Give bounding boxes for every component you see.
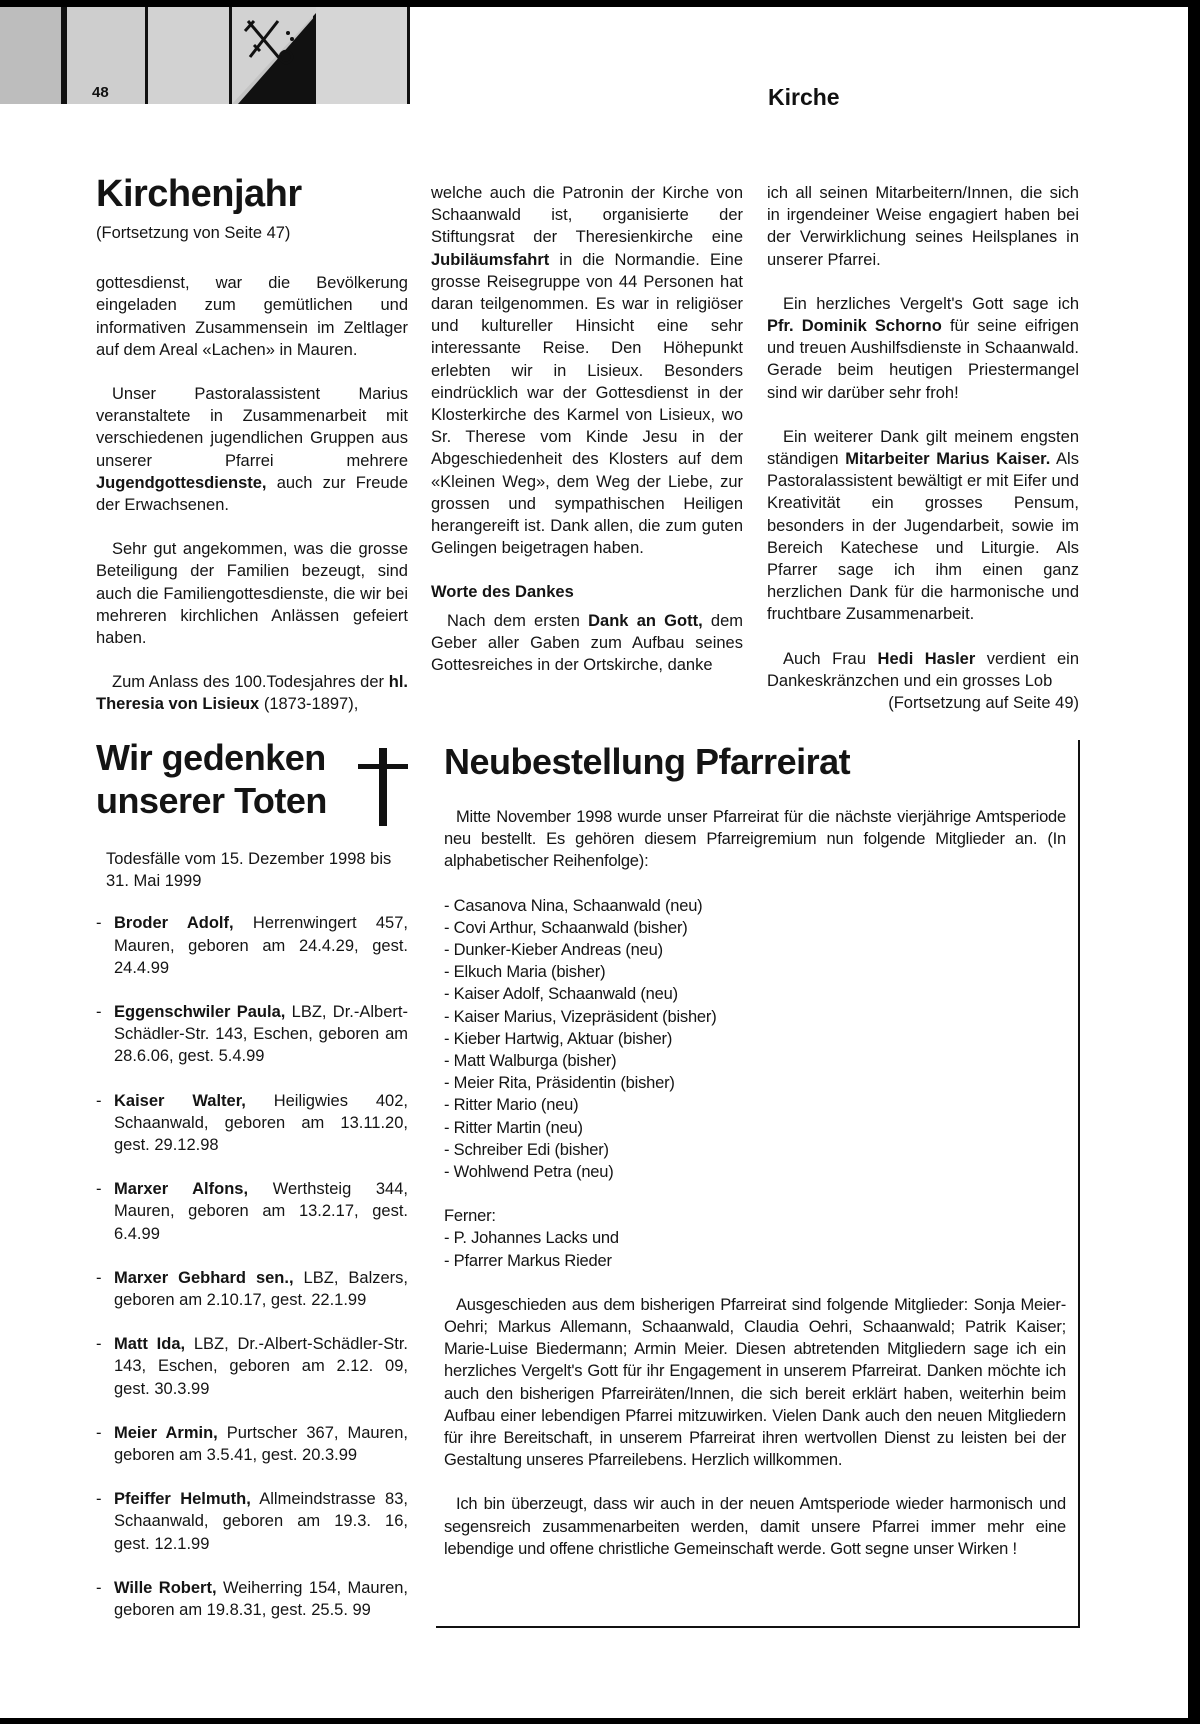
paragraph: gottesdienst, war die Bevölkerung eingeladen zum gemütlichen und informativen Zusammensein im Zeltlager auf dem Areal «Lachen» in Mauren. xyxy=(96,274,408,359)
list-item: - Kaiser Walter, Heiligwies 402, Schaanwald, geboren am 13.11.20, gest. 29.12.98 xyxy=(96,1090,408,1157)
article-column-3 xyxy=(767,182,1079,714)
list-item: - Matt Walburga (bisher) xyxy=(444,1052,617,1071)
list-item: - Eggenschwiler Paula, LBZ, Dr.-Albert-Schädler-Str. 143, Eschen, geboren am 28.6.06, gest. 5.4.99 xyxy=(96,1001,408,1068)
article-title: Kirchenjahr xyxy=(96,173,302,215)
bottom-border xyxy=(0,1718,1200,1724)
ferner-list xyxy=(444,1227,1066,1271)
list-item: - Casanova Nina, Schaanwald (neu) xyxy=(444,896,703,915)
list-item: - Meier Rita, Präsidentin (bisher) xyxy=(444,1074,675,1093)
header-box xyxy=(0,7,64,104)
header-box xyxy=(148,7,232,104)
list-item: - Matt Ida, LBZ, Dr.-Albert-Schädler-Str. 143, Eschen, geboren am 2.12. 09, gest. 30.3.99 xyxy=(96,1333,408,1400)
list-item: - Schreiber Edi (bisher) xyxy=(444,1140,609,1159)
cross-icon xyxy=(358,748,408,826)
list-item: - Marxer Alfons, Werthsteig 344, Mauren, geboren am 13.2.17, gest. 6.4.99 xyxy=(96,1178,408,1245)
members-list xyxy=(444,895,1066,1184)
list-item: - Pfeiffer Helmuth, Allmeindstrasse 83, Schaanwald, geboren am 19.3. 16, gest. 12.1.99 xyxy=(96,1488,408,1555)
paragraph: Ich bin überzeugt, dass wir auch in der neuen Amtsperiode wieder harmonisch und segensreich zusammenarbeiten werden, damit unsere Pfarrei immer mehr eine lebendige und offene christliche Gemeinschaft werde. Gott segne unser Wirken ! xyxy=(444,1495,1066,1558)
continuation-note: (Fortsetzung auf Seite 49) xyxy=(888,694,1079,713)
paragraph: welche auch die Patronin der Kirche von Schaanwald ist, organisierte der Stiftungsrat der Theresienkirche eine Jubiläumsfahrt in die Normandie. Eine grosse Reisegruppe von 44 Personen hat daran teilgenommen. Es war in religiöser und kultureller Hinsicht eine sehr interessante Reise. Den Höhepunkt erlebten wir in Lisieux. Besonders eindrücklich war der Gottesdienst in der Klosterkirche des Karmel von Lisieux, wo Sr. Therese vom Kinde Jesu in der Abgeschiedenheit des Klosters auf dem «Kleinen Weg», dem Weg der Liebe, zur grossen und sympathischen Heiligen herangereift ist. Dank allen, die zum guten Gelingen beigetragen haben. xyxy=(431,184,743,558)
list-item: - Ritter Martin (neu) xyxy=(444,1118,583,1137)
right-border xyxy=(1188,0,1200,1724)
section-title: Kirche xyxy=(768,84,840,110)
subheading: Worte des Dankes xyxy=(431,583,574,602)
list-item: - Covi Arthur, Schaanwald (bisher) xyxy=(444,918,688,937)
memorial-title: Wir gedenken unserer Toten xyxy=(96,737,327,821)
council-title: Neubestellung Pfarreirat xyxy=(444,741,851,782)
memorial-intro: Todesfälle vom 15. Dezember 1998 bis 31. Mai 1999 xyxy=(106,850,392,891)
page-number: 48 xyxy=(92,84,109,101)
paragraph: Ein weiterer Dank gilt meinem engsten ständigen Mitarbeiter Marius Kaiser. Als Pastoralassistent bewältigt er mit Eifer und Kreativität ein grosses Pensum, besonders in der Jugendarbeit, sowie im Bereich Katechese und Liturgie. Als Pfarrer sage ich ihm einen ganz herzlichen Dank für die harmonische und fruchtbare Zusammenarbeit. xyxy=(767,427,1079,624)
memorial-section xyxy=(96,736,408,1643)
article-column-2 xyxy=(431,182,743,698)
article-subtitle: (Fortsetzung von Seite 47) xyxy=(96,224,291,242)
list-item: - Pfarrer Markus Rieder xyxy=(444,1251,612,1270)
paragraph: Auch Frau Hedi Hasler verdient ein Dankeskränzchen und ein grosses Lob xyxy=(767,649,1079,690)
paragraph: Sehr gut angekommen, was die grosse Beteiligung der Familien bezeugt, sind auch die Familiengottesdienste, die wir bei mehreren kirchlichen Anlässen gefeiert haben. xyxy=(96,540,408,648)
list-item: - Elkuch Maria (bisher) xyxy=(444,963,606,982)
list-item: - Ritter Mario (neu) xyxy=(444,1096,579,1115)
header-box xyxy=(316,7,410,104)
list-item: - P. Johannes Lacks und xyxy=(444,1229,619,1248)
list-item: - Kieber Hartwig, Aktuar (bisher) xyxy=(444,1029,673,1048)
list-item: - Wohlwend Petra (neu) xyxy=(444,1163,614,1182)
ferner-label: Ferner: xyxy=(444,1207,496,1226)
list-item: - Kaiser Adolf, Schaanwald (neu) xyxy=(444,985,678,1004)
paragraph: Unser Pastoralassistent Marius veranstaltete in Zusammenarbeit mit verschiedenen jugendlichen Gruppen aus unserer Pfarrei mehrere Jugendgottesdienste, auch zur Freude der Erwachsenen. xyxy=(96,385,408,515)
list-item: - Marxer Gebhard sen., LBZ, Balzers, geboren am 2.10.17, gest. 22.1.99 xyxy=(96,1267,408,1311)
list-item: - Dunker-Kieber Andreas (neu) xyxy=(444,941,663,960)
list-item: - Meier Armin, Purtscher 367, Mauren, geboren am 3.5.41, gest. 20.3.99 xyxy=(96,1422,408,1466)
council-intro: Mitte November 1998 wurde unser Pfarreirat für die nächste vierjährige Amtsperiode neu bestellt. Es gehören diesem Pfarreigremium nun folgende Mitglieder an. (In alphabetischer Reihenfolge): xyxy=(444,808,1066,871)
paragraph: ich all seinen Mitarbeitern/Innen, die sich in irgendeiner Weise engagiert haben bei der Verwirklichung seines Heilsplanes in unserer Pfarrei. xyxy=(767,184,1079,269)
paragraph: Nach dem ersten Dank an Gott, dem Geber aller Gaben zum Aufbau seines Gottesreiches in der Ortskirche, danke xyxy=(431,611,743,675)
list-item: - Broder Adolf, Herrenwingert 457, Mauren, geboren am 24.4.29, gest. 24.4.99 xyxy=(96,912,408,979)
paragraph: Zum Anlass des 100.Todesjahres der hl. Theresia von Lisieux (1873-1897), xyxy=(96,673,408,714)
list-item: - Wille Robert, Weiherring 154, Mauren, geboren am 19.8.31, gest. 25.5. 99 xyxy=(96,1577,408,1621)
paragraph: Ein herzliches Vergelt's Gott sage ich Pfr. Dominik Schorno für seine eifrigen und treuen Aushilfsdienste in Schaanwald. Gerade beim heutigen Priestermangel sind wir darüber sehr froh! xyxy=(767,294,1079,402)
church-emblem-icon xyxy=(232,7,316,104)
deaths-list xyxy=(96,912,408,1621)
article-column-1 xyxy=(96,172,408,738)
top-border xyxy=(0,0,1200,7)
paragraph: Ausgeschieden aus dem bisherigen Pfarreirat sind folgende Mitglieder: Sonja Meier-Oehri; Markus Allemann, Schaanwald, Claudia Oehri, Schaanwald; Patrik Kaiser; Marie-Luise Biedermann; Armin Meier. Diesen abtretenden Mitgliedern sage ich ein herzliches Vergelt's Gott für ihr Engagement in unserem Pfarreirat. Danken möchte ich auch den bisherigen Pfarreiräten/Innen, die sich bereit erklärt haben, weiterhin beim Aufbau einer lebendigen Pfarrei mitzuwirken. Vielen Dank auch den neuen Mitgliedern für ihre Bereitschaft, in unserem Pfarreirat ihren wertvollen Dienst zu leisten bei der Gestaltung unseres Pfarreilebens. Herzlich willkommen. xyxy=(444,1295,1066,1470)
council-section xyxy=(436,740,1080,1628)
list-item: - Kaiser Marius, Vizepräsident (bisher) xyxy=(444,1007,717,1026)
council-body xyxy=(444,806,1066,1560)
